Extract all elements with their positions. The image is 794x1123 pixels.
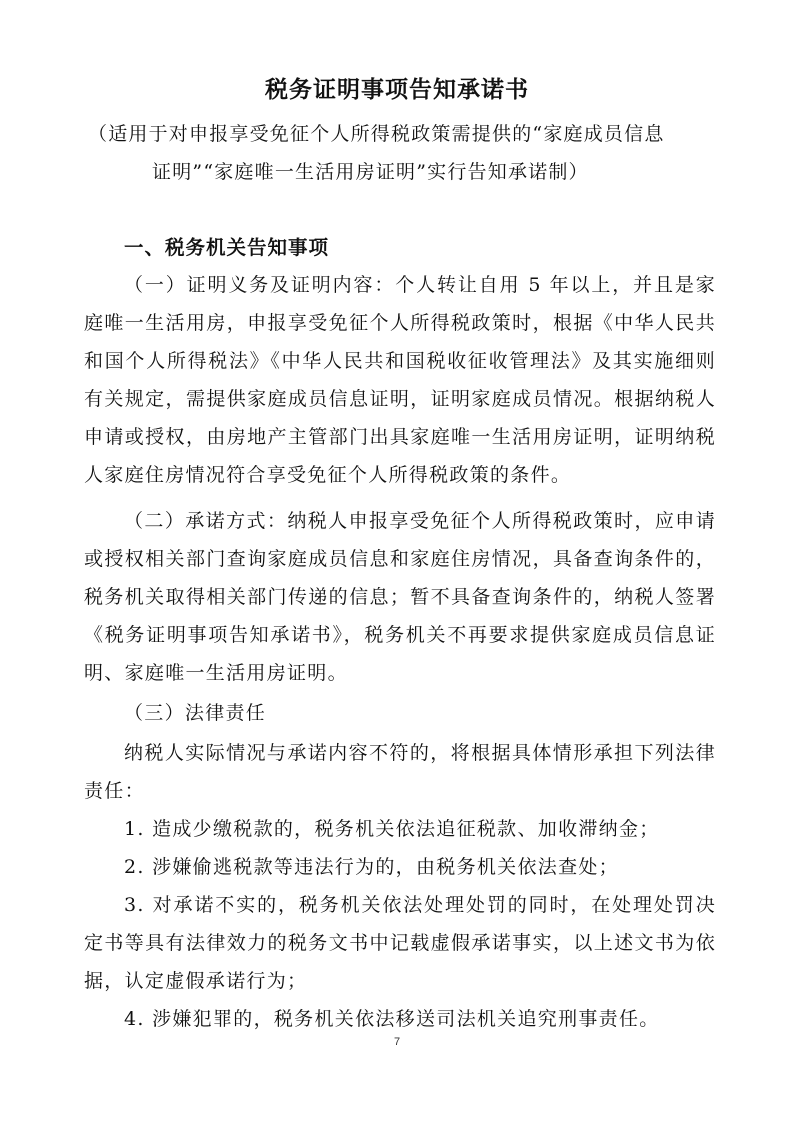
paragraph-proof-obligation: （一）证明义务及证明内容：个人转让自用 5 年以上，并且是家庭唯一生活用房，申报享受免征个人所得税政策时，根据《中华人民共和国个人所得税法》《中华人民共和国税收征收管理法》及其实施细则有关规定，需提供家庭成员信息证明，证明家庭成员情况。根据纳税人申请或授权，由房地产主管部门出具家庭唯一生活用房证明，证明纳税人家庭住房情况符合享受免征个人所得税政策的条件。 bbox=[84, 274, 716, 486]
section-heading: 一、税务机关告知事项 bbox=[124, 236, 330, 259]
document-subtitle-line-2: 证明”“家庭唯一生活用房证明”实行告知承诺制） bbox=[152, 161, 589, 183]
page-number: 7 bbox=[393, 1036, 401, 1048]
document-subtitle-line-1: （适用于对申报享受免征个人所得税政策需提供的“家庭成员信息 bbox=[88, 123, 665, 145]
list-item: 4. 涉嫌犯罪的，税务机关依法移送司法机关追究刑事责任。 bbox=[124, 1008, 660, 1030]
list-item: 1. 造成少缴税款的，税务机关依法追征税款、加收滞纳金； bbox=[124, 818, 660, 840]
document-title: 税务证明事项告知承诺书 bbox=[265, 77, 529, 103]
paragraph-commitment-method: （二）承诺方式：纳税人申报享受免征个人所得税政策时，应申请或授权相关部门查询家庭成员信息和家庭住房情况，具备查询条件的，税务机关取得相关部门传递的信息；暂不具备查询条件的，纳税人签署《税务证明事项告知承诺书》，税务机关不再要求提供家庭成员信息证明、家庭唯一生活用房证明。 bbox=[84, 510, 716, 684]
paragraph-legal-liability-intro: 纳税人实际情况与承诺内容不符的，将根据具体情形承担下列法律责任： bbox=[84, 742, 716, 802]
list-item: 3. 对承诺不实的，税务机关依法处理处罚的同时，在处理处罚决定书等具有法律效力的税务文书中记载虚假承诺事实，以上述文书为依据，认定虚假承诺行为； bbox=[84, 894, 716, 992]
list-item: 2. 涉嫌偷逃税款等违法行为的，由税务机关依法查处； bbox=[124, 856, 619, 878]
paragraph-legal-liability-heading: （三）法律责任 bbox=[124, 702, 267, 724]
